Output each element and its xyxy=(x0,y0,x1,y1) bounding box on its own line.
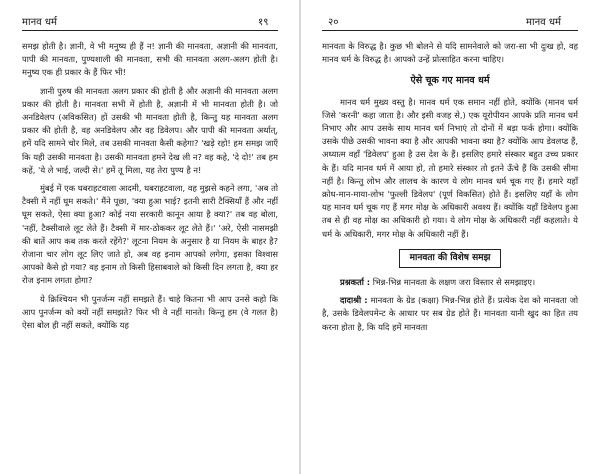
paragraph: मानवता के विरुद्ध है। कुछ भी बोलने से यदि सामनेवाले को जरा-सा भी दुःख हो, वह मानव धर्म के विरुद्ध है। आपको उन्हें प्रोत्साहित करना चाहिए। xyxy=(322,41,578,65)
dialogue-line xyxy=(322,294,578,334)
right-body-text xyxy=(322,40,578,339)
dialogue-text: मानवता के ग्रेड (कक्षा) भिन्न-भिन्न होते हैं। प्रत्येक देश को मानवता जो है, उसके डिवेलपमेन्ट के आधार पर सब ग्रेड होते हैं। मानवता यानी खुद का हित तय करना होता है, कि यदि हमें मानवता xyxy=(322,295,579,332)
paragraph: समझ होती है। ज्ञानी, वे भी मनुष्य ही हैं न! ज्ञानी की मानवता, अज्ञानी की मानवता, पापी की मानवता, पुण्यशाली की मानवता, सभी की मानवता अलग-अलग होती है। मनुष्य एक ही प्रकार के हैं फिर भी! xyxy=(22,41,278,78)
header-rule-right xyxy=(322,30,578,31)
paragraph: मुंबई में एक घबराहटवाला आदमी, घबराहटवाला, वह मुझसे कहने लगा, 'अब तो टैक्सी में नहीं घूम सकते।' मैंने पूछा, 'क्या हुआ भाई? इतनी सारी टैक्सियाँ हैं और नहीं घूम सकते, ऐसा क्या हुआ? कोई नया सरकारी कानून आया है क्या?' तब वह बोला, 'नहीं, टैक्सीवाले लूट लेते हैं। टैक्सी में मार-ठोककर लूट लेते हैं।' 'अरे, ऐसी नासमझी की बातें आप कब तक करते रहेंगे?' लूटना नियम के अनुसार है या नियम के बाहर है? रोजाना चार लोग लूट लिए जाते हो, अब वह इनाम आपको लगेगा, इसका विश्वास आपको कैसे हो गया? वह इनाम तो किसी हिसाबवाले को किसी दिन लगता है, क्या हर रोज इनाम लगता होगा? xyxy=(22,183,278,286)
boxed-heading-text: मानवता की विशेष समझ xyxy=(399,249,502,268)
section-heading: ऐसे चूक गए मानव धर्म xyxy=(410,75,490,87)
right-page xyxy=(300,0,600,474)
speaker-label: दादाश्री : xyxy=(340,295,368,306)
running-title-left: मानव धर्म xyxy=(22,17,57,28)
paragraph: ये क्रिश्चियन भी पुनर्जन्म नहीं समझते हैं। चाहे कितना भी आप उनसे कहो कि आप पुनर्जन्म को क्यों नहीं समझते? फिर भी वे नहीं मानते। किन्तु हम (वे गलत है) ऐसा बोल ही नहीं सकते, क्योंकि यह xyxy=(22,293,278,331)
paragraph: मानव धर्म मुख्य वस्तु है। मानव धर्म एक समान नहीं होते, क्योंकि (मानव धर्म जिसे 'करनी' कहा जाता है। और इसी वजह से,) एक यूरोपीयन आपके प्रति मानव धर्म निभाए और आप उसके साथ मानव धर्म निभाएं तो दोनों में बड़ा फर्क होगा। क्योंकि उसके पीछे उसकी भावना क्या है और आपकी भावना क्या है? क्योंकि आप डेवलप्ड हैं, अध्यात्म वहाँ 'डिवेलप' हुआ है उस देश के हैं। इसलिए हमारे संस्कार बहुत उच्च प्रकार के हैं। यदि मानव धर्म में आया हो, तो हमारे संस्कार तो इतने ऊँचे हैं कि उसकी सीमा नहीं है। किन्तु लोभ और लालच के कारण ये लोग मानव धर्म चूक गए हैं। हमारे यहाँ क्रोध-मान-माया-लोभ 'फुल्ली डिवेलप' (पूर्ण विकसित) होते हैं। इसलिए यहाँ के लोग यह मानव धर्म चूक गए हैं मगर मोक्ष के अधिकारी अवश्य हैं। क्योंकि यहाँ डिवेलप हुआ तब से ही वह मोक्ष का अधिकारी हो गया। ये लोग मोक्ष के अधिकारी नहीं कहलाते। ये धर्म के अधिकारी, मगर मोक्ष के अधिकारी नहीं हैं। xyxy=(322,96,578,239)
dialogue-line xyxy=(322,276,578,289)
page-number-right: २० xyxy=(328,17,339,28)
speaker-label: प्रश्नकर्ता : xyxy=(340,277,371,288)
running-title-right: मानव धर्म xyxy=(526,17,561,28)
page-number-left: १९ xyxy=(258,17,269,28)
header-rule-left xyxy=(22,30,278,31)
boxed-heading xyxy=(322,249,578,268)
paragraph: ज्ञानी पुरुष की मानवता अलग प्रकार की होती है और अज्ञानी की मानवता अलग प्रकार की होती है। मानवता सभी में होती है, अज्ञानी में भी मानवता होती है। जो अनडिवेलप (अविकसित) हों उसकी भी मानवता होती है, किन्तु यह मानवता अलग प्रकार की होती है, वह अनडिवेलप और वह डिवेलप। और पापी की मानवता अर्थात्, हमें यदि सामने चोर मिले, तब उसकी मानवता कैसी कहेगा? 'खड़े रहो! हम समझ जाएँ कि यही उसकी मानवता है। उसकी मानवता हमने देख ली न? वह कहे, 'दे दो!' तब हम कहें, 'ये ले भाई, जल्दी से।' हमें तू मिला, यह तेरा पुण्य है न! xyxy=(22,85,278,175)
left-body-text xyxy=(22,40,278,337)
dialogue-text: भिन्न-भिन्न मानवता के लक्षण जरा विस्तार से समझाइए। xyxy=(372,277,536,288)
